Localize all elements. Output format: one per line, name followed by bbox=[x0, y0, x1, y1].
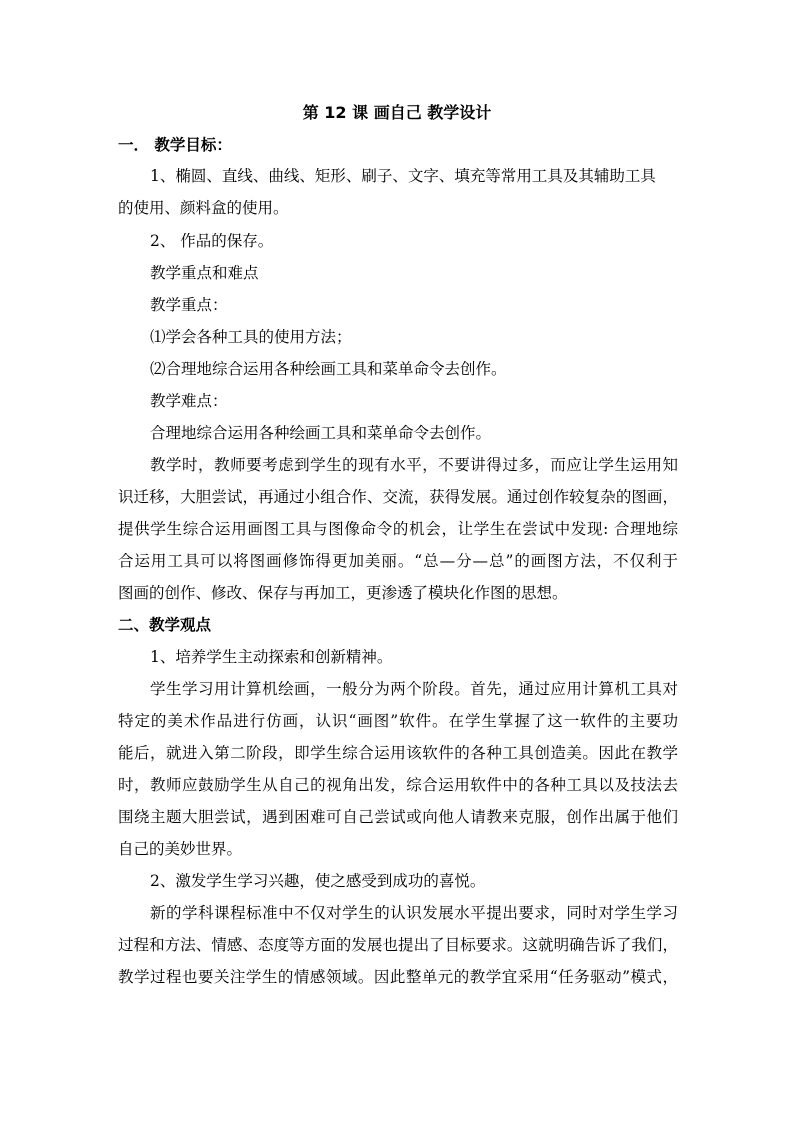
section2-heading: 二、教学观点 bbox=[118, 616, 212, 634]
objective-1-line1: 1、椭圆、直线、曲线、矩形、刷子、文字、填充等常用工具及其辅助工具 bbox=[150, 167, 656, 185]
objective-2: 2、 作品的保存。 bbox=[150, 232, 274, 250]
paragraph-line: 过程和方法、情感、态度等方面的发展也提出了目标要求。这就明确告诉了我们， bbox=[118, 936, 678, 954]
paragraph-line: 提供学生综合运用画图工具与图像命令的机会，让学生在尝试中发现: 合理地综 bbox=[118, 520, 678, 538]
paragraph-line: 自己的美妙世界。 bbox=[118, 840, 243, 858]
key-points-label: 教学重点： bbox=[150, 296, 228, 314]
viewpoint-1: 1、培养学生主动探索和创新精神。 bbox=[150, 648, 393, 666]
objective-1-line2: 的使用、颜料盒的使用。 bbox=[118, 199, 289, 217]
difficult-points-label: 教学难点： bbox=[150, 392, 228, 410]
paragraph-line: 能后，就进入第二阶段，即学生综合运用该软件的各种工具创造美。因此在教学 bbox=[118, 744, 678, 762]
key-point-2: ⑵合理地综合运用各种绘画工具和菜单命令去创作。 bbox=[150, 360, 507, 378]
paragraph-line: 教学过程也要关注学生的情感领域。因此整单元的教学宜采用“任务驱动”模式， bbox=[118, 968, 678, 986]
paragraph-line: 学生学习用计算机绘画，一般分为两个阶段。首先，通过应用计算机工具对 bbox=[150, 680, 678, 698]
section1-heading: 一． 教学目标： bbox=[118, 136, 232, 154]
key-point-1: ⑴学会各种工具的使用方法； bbox=[150, 328, 352, 346]
paragraph-line: 教学时，教师要考虑到学生的现有水平，不要讲得过多，而应让学生运用知 bbox=[150, 456, 678, 474]
paragraph-line: 时，教师应鼓励学生从自己的视角出发，综合运用软件中的各种工具以及技法去 bbox=[118, 776, 678, 794]
paragraph-line: 识迁移，大胆尝试，再通过小组合作、交流，获得发展。通过创作较复杂的图画， bbox=[118, 488, 678, 506]
document-title: 第 12 课 画自己 教学设计 bbox=[302, 103, 492, 122]
difficult-point-1: 合理地综合运用各种绘画工具和菜单命令去创作。 bbox=[150, 424, 492, 442]
paragraph-line: 围绕主题大胆尝试，遇到困难可自己尝试或向他人请教来克服，创作出属于他们 bbox=[118, 808, 678, 826]
viewpoint-2: 2、激发学生学习兴趣，使之感受到成功的喜悦。 bbox=[150, 872, 486, 890]
paragraph-line: 合运用工具可以将图画修饰得更加美丽。“总—分—总”的画图方法，不仅利于 bbox=[118, 552, 678, 570]
paragraph-line: 图画的创作、修改、保存与再加工，更渗透了模块化作图的思想。 bbox=[118, 584, 568, 602]
paragraph-line: 特定的美术作品进行仿画，认识“画图”软件。在学生掌握了这一软件的主要功 bbox=[118, 712, 678, 730]
key-difficult-heading: 教学重点和难点 bbox=[150, 264, 259, 282]
paragraph-line: 新的学科课程标准中不仅对学生的认识发展水平提出要求，同时对学生学习 bbox=[150, 904, 678, 922]
